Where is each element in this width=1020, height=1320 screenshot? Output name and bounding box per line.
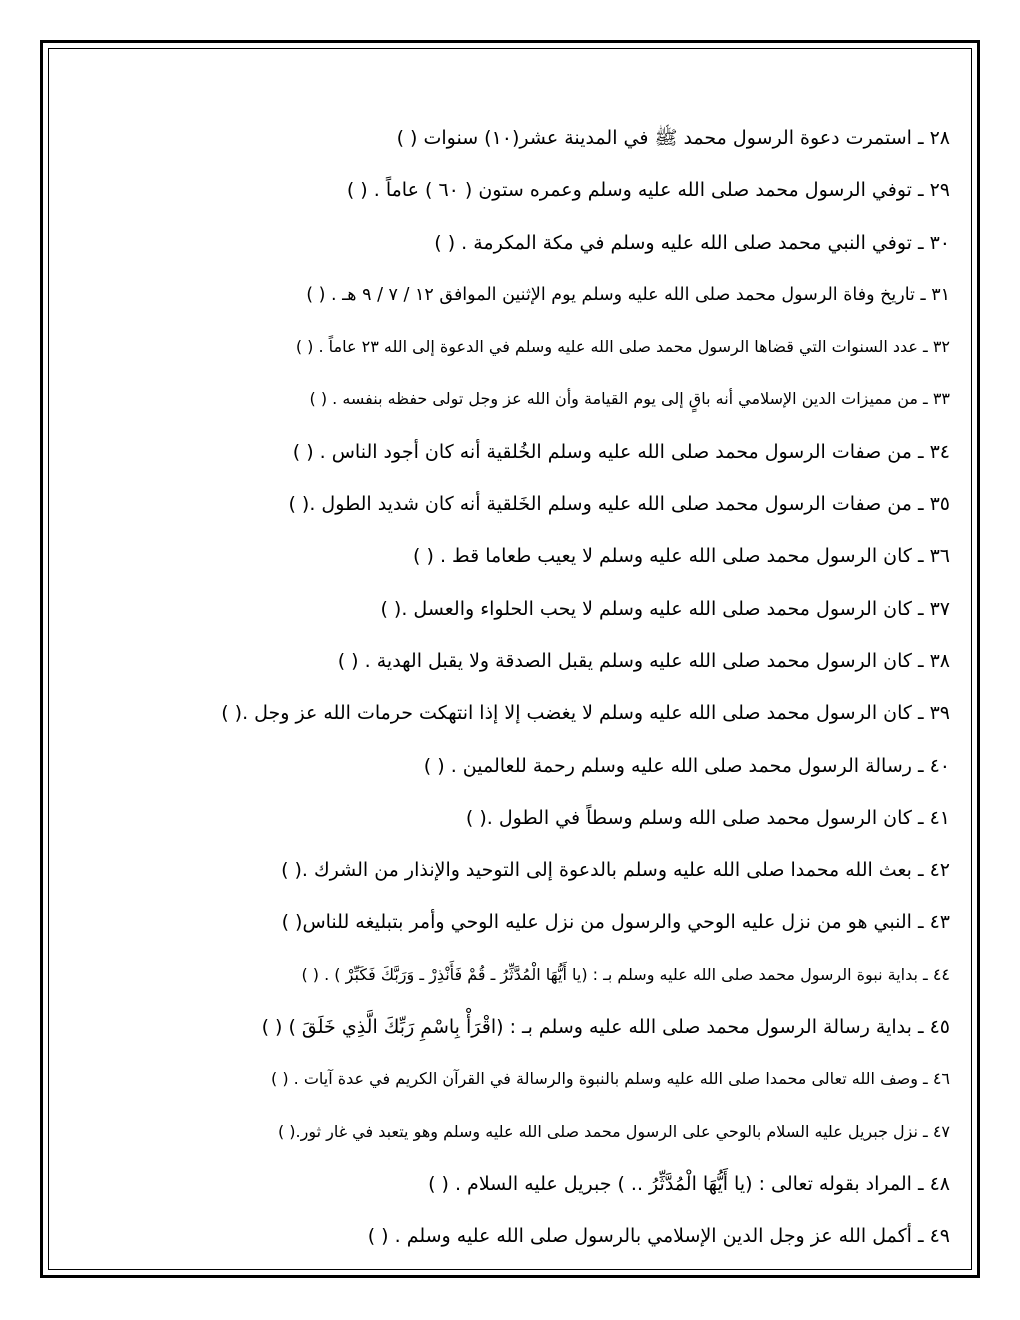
question-34: ٣٤ ـ من صفات الرسول محمد صلى الله عليه وسلم الخُلقية أنه كان أجود الناس . ( ) xyxy=(292,440,950,463)
question-49: ٤٩ ـ أكمل الله عز وجل الدين الإسلامي بالرسول صلى الله عليه وسلم . ( ) xyxy=(367,1225,950,1248)
question-list xyxy=(80,118,950,1269)
question-28: ٢٨ ـ استمرت دعوة الرسول محمد ﷺ في المدينة عشر(١٠) سنوات ( ) xyxy=(396,127,950,149)
question-46: ٤٦ ـ وصف الله تعالى محمدا صلى الله عليه وسلم بالنبوة والرسالة في القرآن الكريم في عدة آيات . ( ) xyxy=(271,1069,950,1089)
question-38: ٣٨ ـ كان الرسول محمد صلى الله عليه وسلم يقبل الصدقة ولا يقبل الهدية . ( ) xyxy=(337,649,950,672)
question-44: ٤٤ ـ بداية نبوة الرسول محمد صلى الله عليه وسلم بـ : (يا أَيُّهَا الْمُدَّثِّرُ ـ قُمْ فَأَنْذِرْ ـ وَرَبَّكَ فَكَبِّرْ ) . ( ) xyxy=(301,964,950,984)
question-45: ٤٥ ـ بداية رسالة الرسول محمد صلى الله عليه وسلم بـ : (اقْرَأْ بِاسْمِ رَبِّكَ الَّذِي خَلَقَ ) ( ) xyxy=(261,1016,950,1039)
question-29: ٢٩ ـ توفي الرسول محمد صلى الله عليه وسلم وعمره ستون ( ٦٠ ) عاماً . ( ) xyxy=(346,179,950,202)
question-42: ٤٢ ـ بعث الله محمدا صلى الله عليه وسلم بالدعوة إلى التوحيد والإنذار من الشرك .( ) xyxy=(281,859,950,882)
question-33: ٣٣ ـ من مميزات الدين الإسلامي أنه باقٍ إلى يوم القيامة وأن الله عز وجل تولى حفظه بنفسه . ( ) xyxy=(309,389,950,409)
question-48: ٤٨ ـ المراد بقوله تعالى : (يا أَيُّهَا الْمُدَّثِّرُ .. ) جبريل عليه السلام . ( ) xyxy=(428,1172,950,1195)
question-40: ٤٠ ـ رسالة الرسول محمد صلى الله عليه وسلم رحمة للعالمين . ( ) xyxy=(423,754,950,777)
question-35: ٣٥ ـ من صفات الرسول محمد صلى الله عليه وسلم الخَلقية أنه كان شديد الطول .( ) xyxy=(288,493,950,516)
question-39: ٣٩ ـ كان الرسول محمد صلى الله عليه وسلم لا يغضب إلا إذا انتهكت حرمات الله عز وجل .( ) xyxy=(221,702,950,725)
question-30: ٣٠ ـ توفي النبي محمد صلى الله عليه وسلم في مكة المكرمة . ( ) xyxy=(434,231,950,254)
question-43: ٤٣ ـ النبي هو من نزل عليه الوحي والرسول من نزل عليه الوحي وأمر بتبليغه للناس( ) xyxy=(281,911,950,934)
question-32: ٣٢ ـ عدد السنوات التي قضاها الرسول محمد صلى الله عليه وسلم في الدعوة إلى الله ٢٣ عاماً . ( ) xyxy=(295,337,950,357)
question-41: ٤١ ـ كان الرسول محمد صلى الله وسلم وسطاً في الطول .( ) xyxy=(465,806,950,829)
question-47: ٤٧ ـ نزل جبريل عليه السلام بالوحي على الرسول محمد صلى الله عليه وسلم وهو يتعبد في غار ثور.( ) xyxy=(277,1121,950,1141)
question-37: ٣٧ ـ كان الرسول محمد صلى الله عليه وسلم لا يحب الحلواء والعسل .( ) xyxy=(380,597,950,620)
question-31: ٣١ ـ تاريخ وفاة الرسول محمد صلى الله عليه وسلم يوم الإثنين الموافق ١٢ / ٧ / ٩ هـ . ( ) xyxy=(306,284,950,305)
question-36: ٣٦ ـ كان الرسول محمد صلى الله عليه وسلم لا يعيب طعاما قط . ( ) xyxy=(413,545,950,568)
